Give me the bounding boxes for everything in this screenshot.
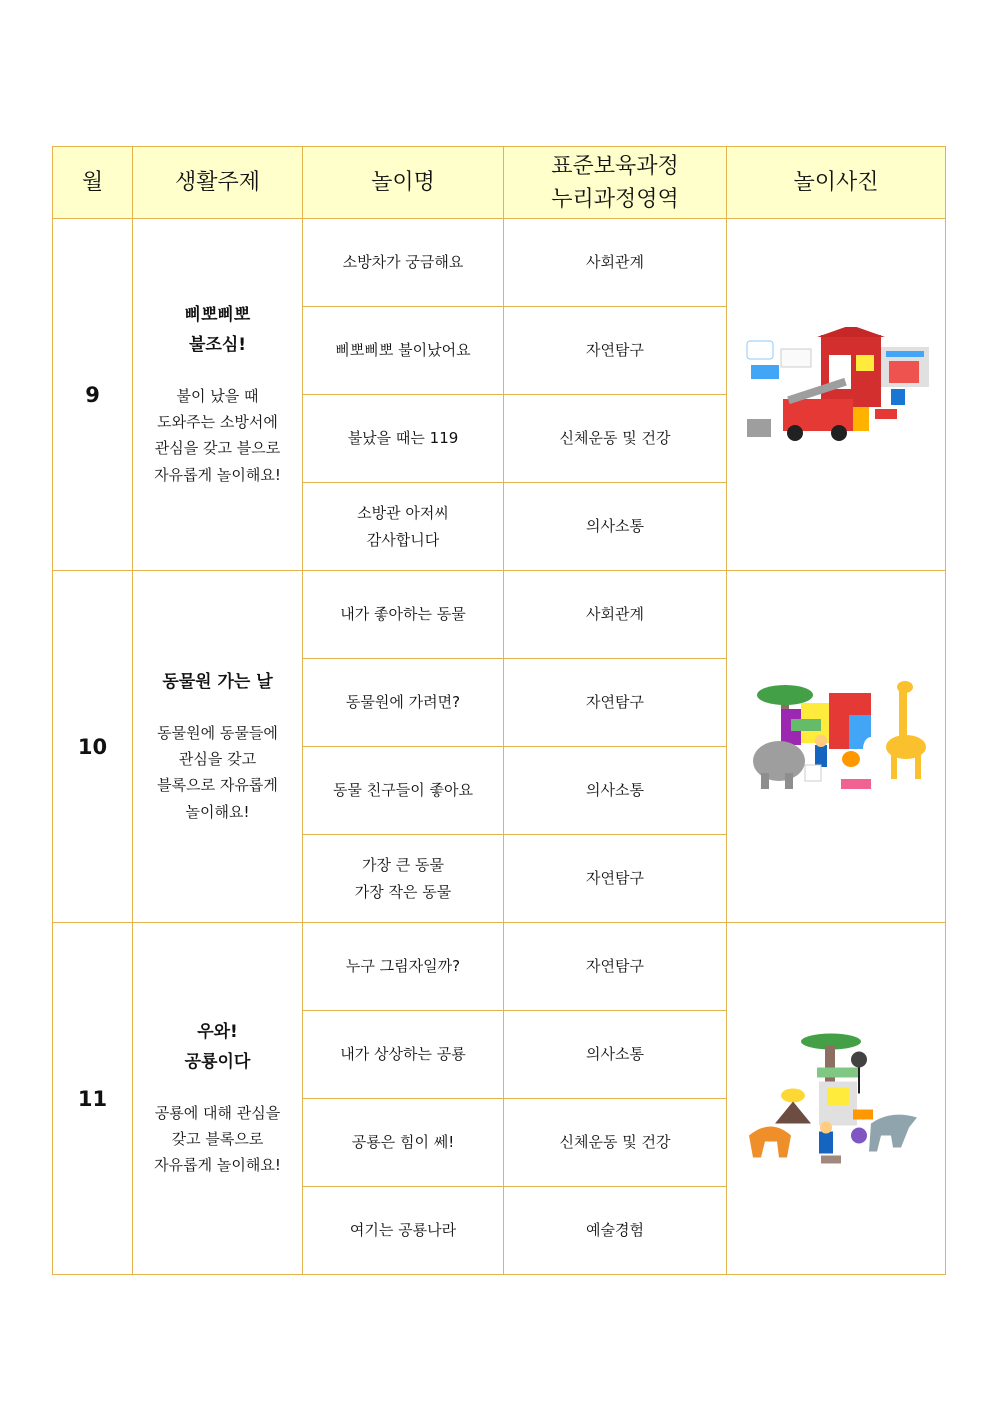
theme-title: 삐뽀삐뽀 불조심! bbox=[184, 305, 251, 355]
theme-description: 불이 났을 때 도와주는 소방서에 관심을 갖고 블으로 자유롭게 놀이해요! bbox=[154, 386, 281, 484]
activity-plan-table bbox=[52, 146, 946, 1275]
play-name: 내가 상상하는 공룡 bbox=[303, 1011, 504, 1099]
play-name: 누구 그림자일까? bbox=[303, 923, 504, 1011]
play-name: 공룡은 힘이 쎄! bbox=[303, 1099, 504, 1187]
header-play-name: 놀이명 bbox=[303, 147, 504, 219]
curriculum-area: 자연탐구 bbox=[504, 307, 727, 395]
photo-cell bbox=[727, 923, 946, 1275]
header-row bbox=[53, 147, 946, 219]
header-play-photo: 놀이사진 bbox=[727, 147, 946, 219]
theme-cell bbox=[133, 219, 303, 571]
photo-cell bbox=[727, 219, 946, 571]
theme-title: 동물원 가는 날 bbox=[162, 672, 273, 693]
theme-title: 우와! 공룡이다 bbox=[184, 1022, 251, 1073]
month-cell: 10 bbox=[53, 571, 133, 923]
month-cell: 11 bbox=[53, 923, 133, 1275]
header-month: 월 bbox=[53, 147, 133, 219]
curriculum-area: 예술경험 bbox=[504, 1187, 727, 1275]
theme-cell bbox=[133, 923, 303, 1275]
table-row bbox=[53, 571, 946, 659]
play-name: 소방관 아저씨 감사합니다 bbox=[303, 483, 504, 571]
play-name: 내가 좋아하는 동물 bbox=[303, 571, 504, 659]
curriculum-area: 자연탐구 bbox=[504, 659, 727, 747]
play-name: 삐뽀삐뽀 불이났어요 bbox=[303, 307, 504, 395]
curriculum-area: 의사소통 bbox=[504, 483, 727, 571]
header-theme: 생활주제 bbox=[133, 147, 303, 219]
table-row bbox=[53, 923, 946, 1011]
theme-cell bbox=[133, 571, 303, 923]
curriculum-area: 자연탐구 bbox=[504, 835, 727, 923]
play-name: 동물원에 가려면? bbox=[303, 659, 504, 747]
photo-cell bbox=[727, 571, 946, 923]
curriculum-area: 자연탐구 bbox=[504, 923, 727, 1011]
zoo-lego-photo bbox=[741, 679, 931, 814]
curriculum-area: 사회관계 bbox=[504, 219, 727, 307]
play-name: 동물 친구들이 좋아요 bbox=[303, 747, 504, 835]
play-name: 가장 큰 동물 가장 작은 동물 bbox=[303, 835, 504, 923]
curriculum-area: 신체운동 및 건강 bbox=[504, 395, 727, 483]
curriculum-area: 의사소통 bbox=[504, 1011, 727, 1099]
theme-description: 동물원에 동물들에 관심을 갖고 블록으로 자유롭게 놀이해요! bbox=[157, 723, 278, 821]
play-name: 불났을 때는 119 bbox=[303, 395, 504, 483]
curriculum-area: 신체운동 및 건강 bbox=[504, 1099, 727, 1187]
dinosaur-lego-photo bbox=[741, 1014, 931, 1184]
play-name: 소방차가 궁금해요 bbox=[303, 219, 504, 307]
table-row bbox=[53, 219, 946, 307]
header-curriculum-area: 표준보육과정 누리과정영역 bbox=[504, 147, 727, 219]
month-cell: 9 bbox=[53, 219, 133, 571]
curriculum-area: 사회관계 bbox=[504, 571, 727, 659]
theme-description: 공룡에 대해 관심을 갖고 블록으로 자유롭게 놀이해요! bbox=[154, 1103, 281, 1175]
play-name: 여기는 공룡나라 bbox=[303, 1187, 504, 1275]
curriculum-area: 의사소통 bbox=[504, 747, 727, 835]
fire-station-lego-photo bbox=[741, 327, 931, 462]
